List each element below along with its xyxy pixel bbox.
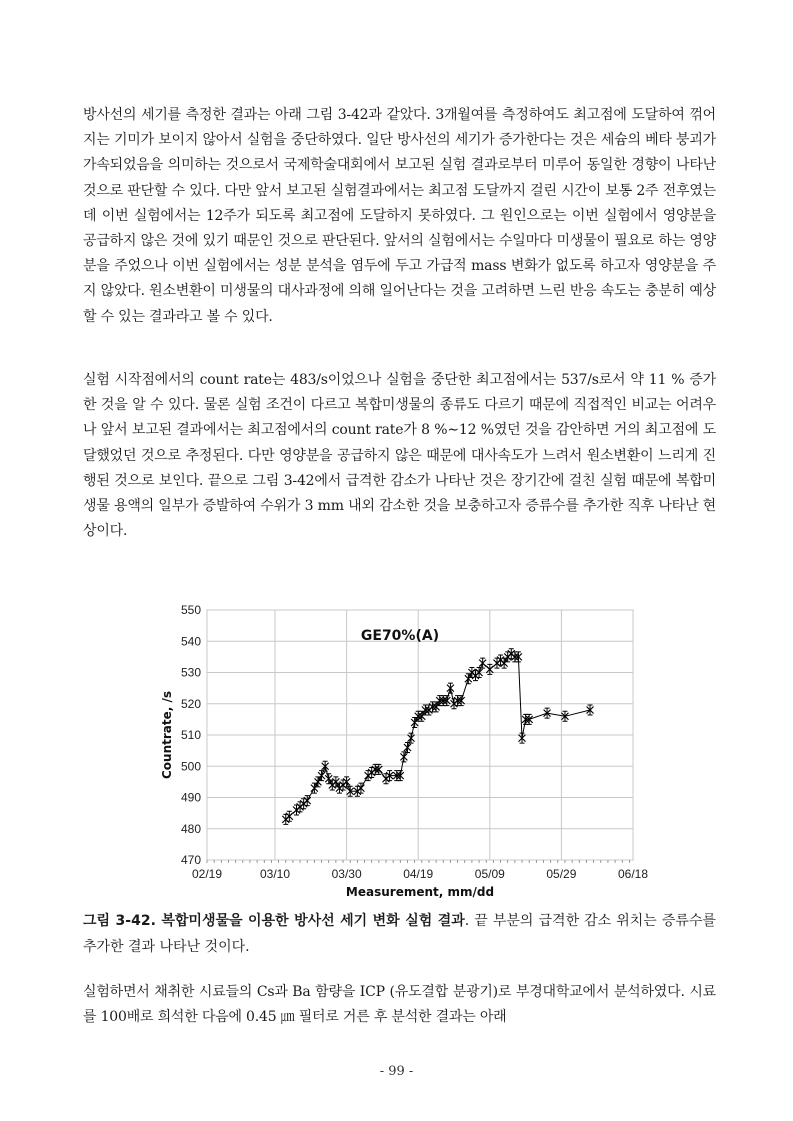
body-paragraph-2: 실험 시작점에서의 count rate는 483/s이었으나 실험을 중단한 최고점에서는 537/s로서 약 11 % 증가한 것을 알 수 있다. 물론 실험 조건이 다르고 복합미생물의 종류도 다르기 때문에 직접적인 비교는 어려우나 앞서 보고된 결과에서는 최고점에서의 count rate가 8 %∼12 %였던 것을 감안하면 거의 최고점에 도달했었던 것으로 추정된다. 다만 영양분을 공급하지 않은 때문에 대사속도가 느려서 원소변환이 느리게 진행된 것으로 보인다. 끝으로 그림 3-42에서 급격한 감소가 나타난 것은 장기간에 걸친 실험 때문에 복합미생물 용액의 일부가 증발하여 수위가 3 mm 내외 감소한 것을 보충하고자 증류수를 추가한 직후 나타난 현상이다. [83, 372, 716, 540]
y-tick-labels [181, 603, 201, 867]
y-tick-label: 500 [180, 759, 201, 774]
caption-text: . 끝 부분의 급격한 감소 위치는 증류수를 추가한 결과 나타난 것이다. [83, 913, 716, 955]
y-tick-label: 510 [180, 728, 201, 742]
x-tick-label: 05/09 [474, 867, 505, 881]
figure-caption [83, 908, 716, 960]
page-number: - 99 - [379, 1064, 414, 1079]
y-tick-label: 480 [180, 821, 201, 836]
x-tick-label: 06/18 [617, 867, 649, 881]
y-tick-label: 520 [180, 696, 201, 711]
x-tick-labels [192, 867, 648, 881]
chart-svg [155, 602, 655, 900]
countrate-chart [155, 602, 655, 900]
x-tick-label: 03/10 [260, 867, 291, 881]
body-paragraph-3: 실험하면서 채취한 시료들의 Cs과 Ba 함량을 ICP (유도결합 분광기)로 부경대학교에서 분석하였다. 시료를 100배로 희석한 다음에 0.45 ㎛ 필터로 거른 후 분석한 결과는 아래 [83, 984, 716, 1026]
y-tick-label: 470 [180, 853, 201, 867]
y-tick-label: 540 [180, 634, 201, 649]
y-tick-label: 490 [180, 790, 201, 805]
x-tick-label: 02/19 [191, 867, 223, 881]
y-axis-title: Countrate, /s [160, 690, 174, 780]
x-tick-label: 04/19 [403, 867, 434, 881]
x-tick-label: 05/29 [546, 867, 577, 881]
chart-title: GE70%(A) [360, 628, 440, 644]
y-tick-label: 530 [180, 665, 201, 680]
x-tick-label: 03/30 [331, 867, 362, 881]
y-tick-label: 550 [180, 603, 201, 617]
body-paragraph-1: 방사선의 세기를 측정한 결과는 아래 그림 3-42과 같았다. 3개월여를 측정하여도 최고점에 도달하여 꺾어지는 기미가 보이지 않아서 실험을 중단하였다. 일단 방사선의 세기가 증가한다는 것은 세슘의 베타 붕괴가 가속되었음을 의미하는 것으로서 국제학술대회에서 보고된 실험 결과로부터 미루어 동일한 경향이 나타난 것으로 판단할 수 있다. 다만 앞서 보고된 실험결과에서는 최고점 도달까지 걸린 시간이 보통 2주 전후였는데 이번 실험에서는 12주가 되도록 최고점에 도달하지 못하였다. 그 원인으로는 이번 실험에서 영양분을 공급하지 않은 것에 있기 때문인 것으로 판단된다. 앞서의 실험에서는 수일마다 미생물이 필요로 하는 영양분을 주었으나 이번 실험에서는 성분 분석을 염두에 두고 가급적 mass 변화가 없도록 하고자 영양분을 주지 않았다. 원소변환이 미생물의 대사과정에 의해 일어난다는 것을 고려하면 느린 반응 속도는 충분히 예상할 수 있는 결과라고 볼 수 있다. [83, 107, 716, 325]
caption-title: 그림 3-42. 복합미생물을 이용한 방사선 세기 변화 실험 결과 [83, 913, 465, 929]
x-axis-title: Measurement, mm/dd [345, 885, 495, 899]
